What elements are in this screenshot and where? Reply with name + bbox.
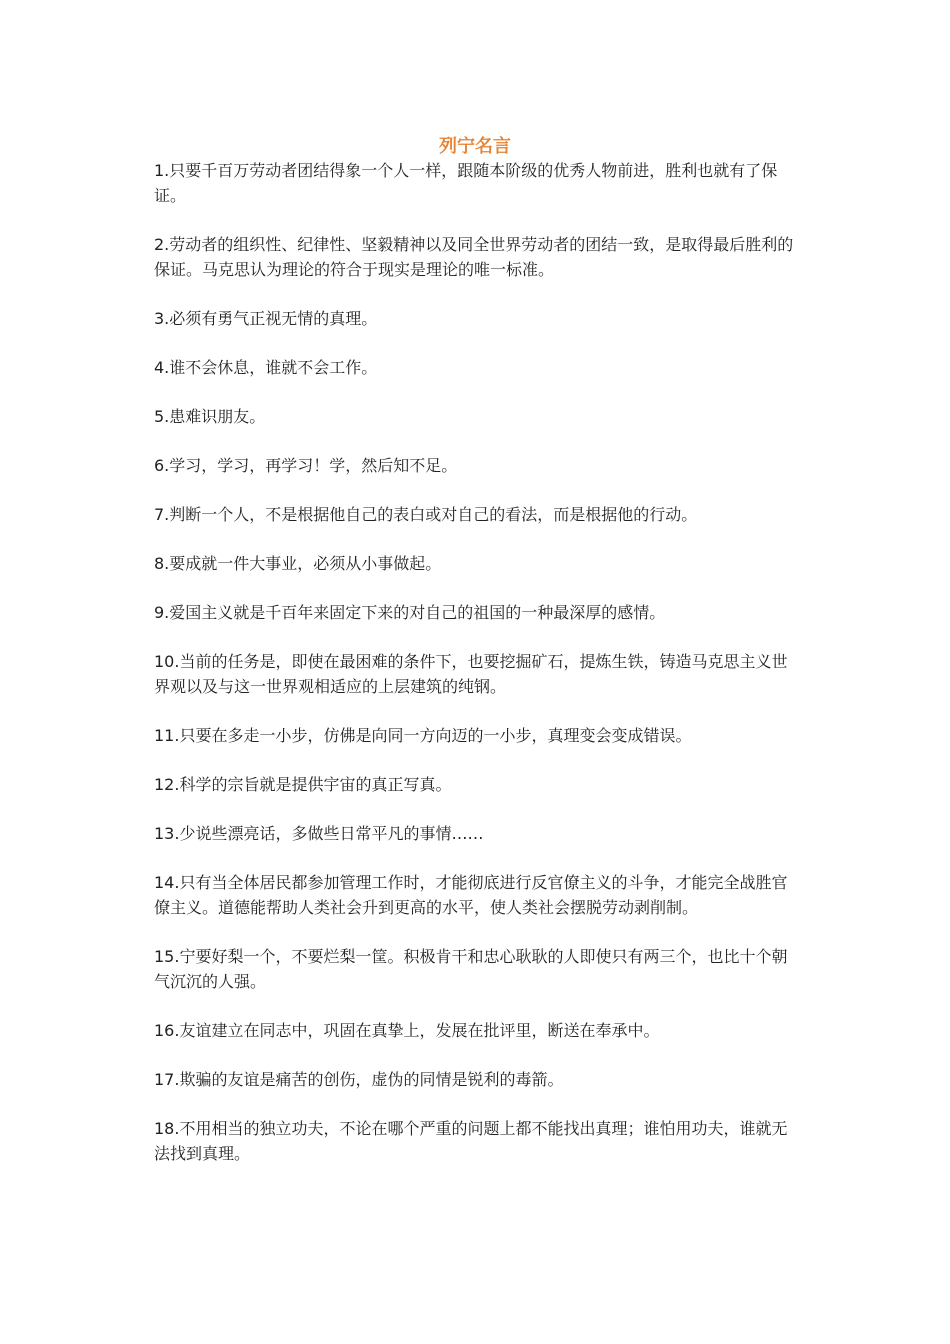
quote-item: 16.友谊建立在同志中，巩固在真挚上，发展在批评里，断送在奉承中。 bbox=[154, 1021, 660, 1040]
quote-item: 3.必须有勇气正视无情的真理。 bbox=[154, 309, 378, 328]
quote-item: 17.欺骗的友谊是痛苦的创伤，虚伪的同情是锐利的毒箭。 bbox=[154, 1070, 564, 1089]
document-title: 列宁名言 bbox=[439, 136, 511, 157]
quote-item: 4.谁不会休息，谁就不会工作。 bbox=[154, 358, 378, 377]
quote-item: 13.少说些漂亮话，多做些日常平凡的事情…… bbox=[154, 824, 484, 843]
quote-item: 5.患难识朋友。 bbox=[154, 407, 266, 426]
quote-item: 1.只要千百万劳动者团结得象一个人一样，跟随本阶级的优秀人物前进，胜利也就有了保证。 bbox=[154, 161, 778, 205]
quote-item: 2.劳动者的组织性、纪律性、坚毅精神以及同全世界劳动者的团结一致，是取得最后胜利的保证。马克思认为理论的符合于现实是理论的唯一标准。 bbox=[154, 235, 794, 279]
quote-item: 12.科学的宗旨就是提供宇宙的真正写真。 bbox=[154, 775, 452, 794]
quote-item: 8.要成就一件大事业，必须从小事做起。 bbox=[154, 554, 442, 573]
quote-item: 18.不用相当的独立功夫，不论在哪个严重的问题上都不能找出真理；谁怕用功夫，谁就无法找到真理。 bbox=[154, 1119, 788, 1163]
quote-item: 14.只有当全体居民都参加管理工作时，才能彻底进行反官僚主义的斗争，才能完全战胜官僚主义。道德能帮助人类社会升到更高的水平，使人类社会摆脱劳动剥削制。 bbox=[154, 873, 788, 917]
quote-item: 11.只要在多走一小步，仿佛是向同一方向迈的一小步，真理变会变成错误。 bbox=[154, 726, 692, 745]
quote-item: 9.爱国主义就是千百年来固定下来的对自己的祖国的一种最深厚的感情。 bbox=[154, 603, 666, 622]
quote-item: 6.学习，学习，再学习！学，然后知不足。 bbox=[154, 456, 458, 475]
quote-item: 7.判断一个人，不是根据他自己的表白或对自己的看法，而是根据他的行动。 bbox=[154, 505, 698, 524]
quote-list bbox=[154, 158, 794, 1190]
quote-item: 10.当前的任务是，即使在最困难的条件下，也要挖掘矿石，提炼生铁，铸造马克思主义世界观以及与这一世界观相适应的上层建筑的纯钢。 bbox=[154, 652, 788, 696]
quote-item: 15.宁要好梨一个，不要烂梨一筐。积极肯干和忠心耿耿的人即使只有两三个，也比十个朝气沉沉的人强。 bbox=[154, 947, 788, 991]
